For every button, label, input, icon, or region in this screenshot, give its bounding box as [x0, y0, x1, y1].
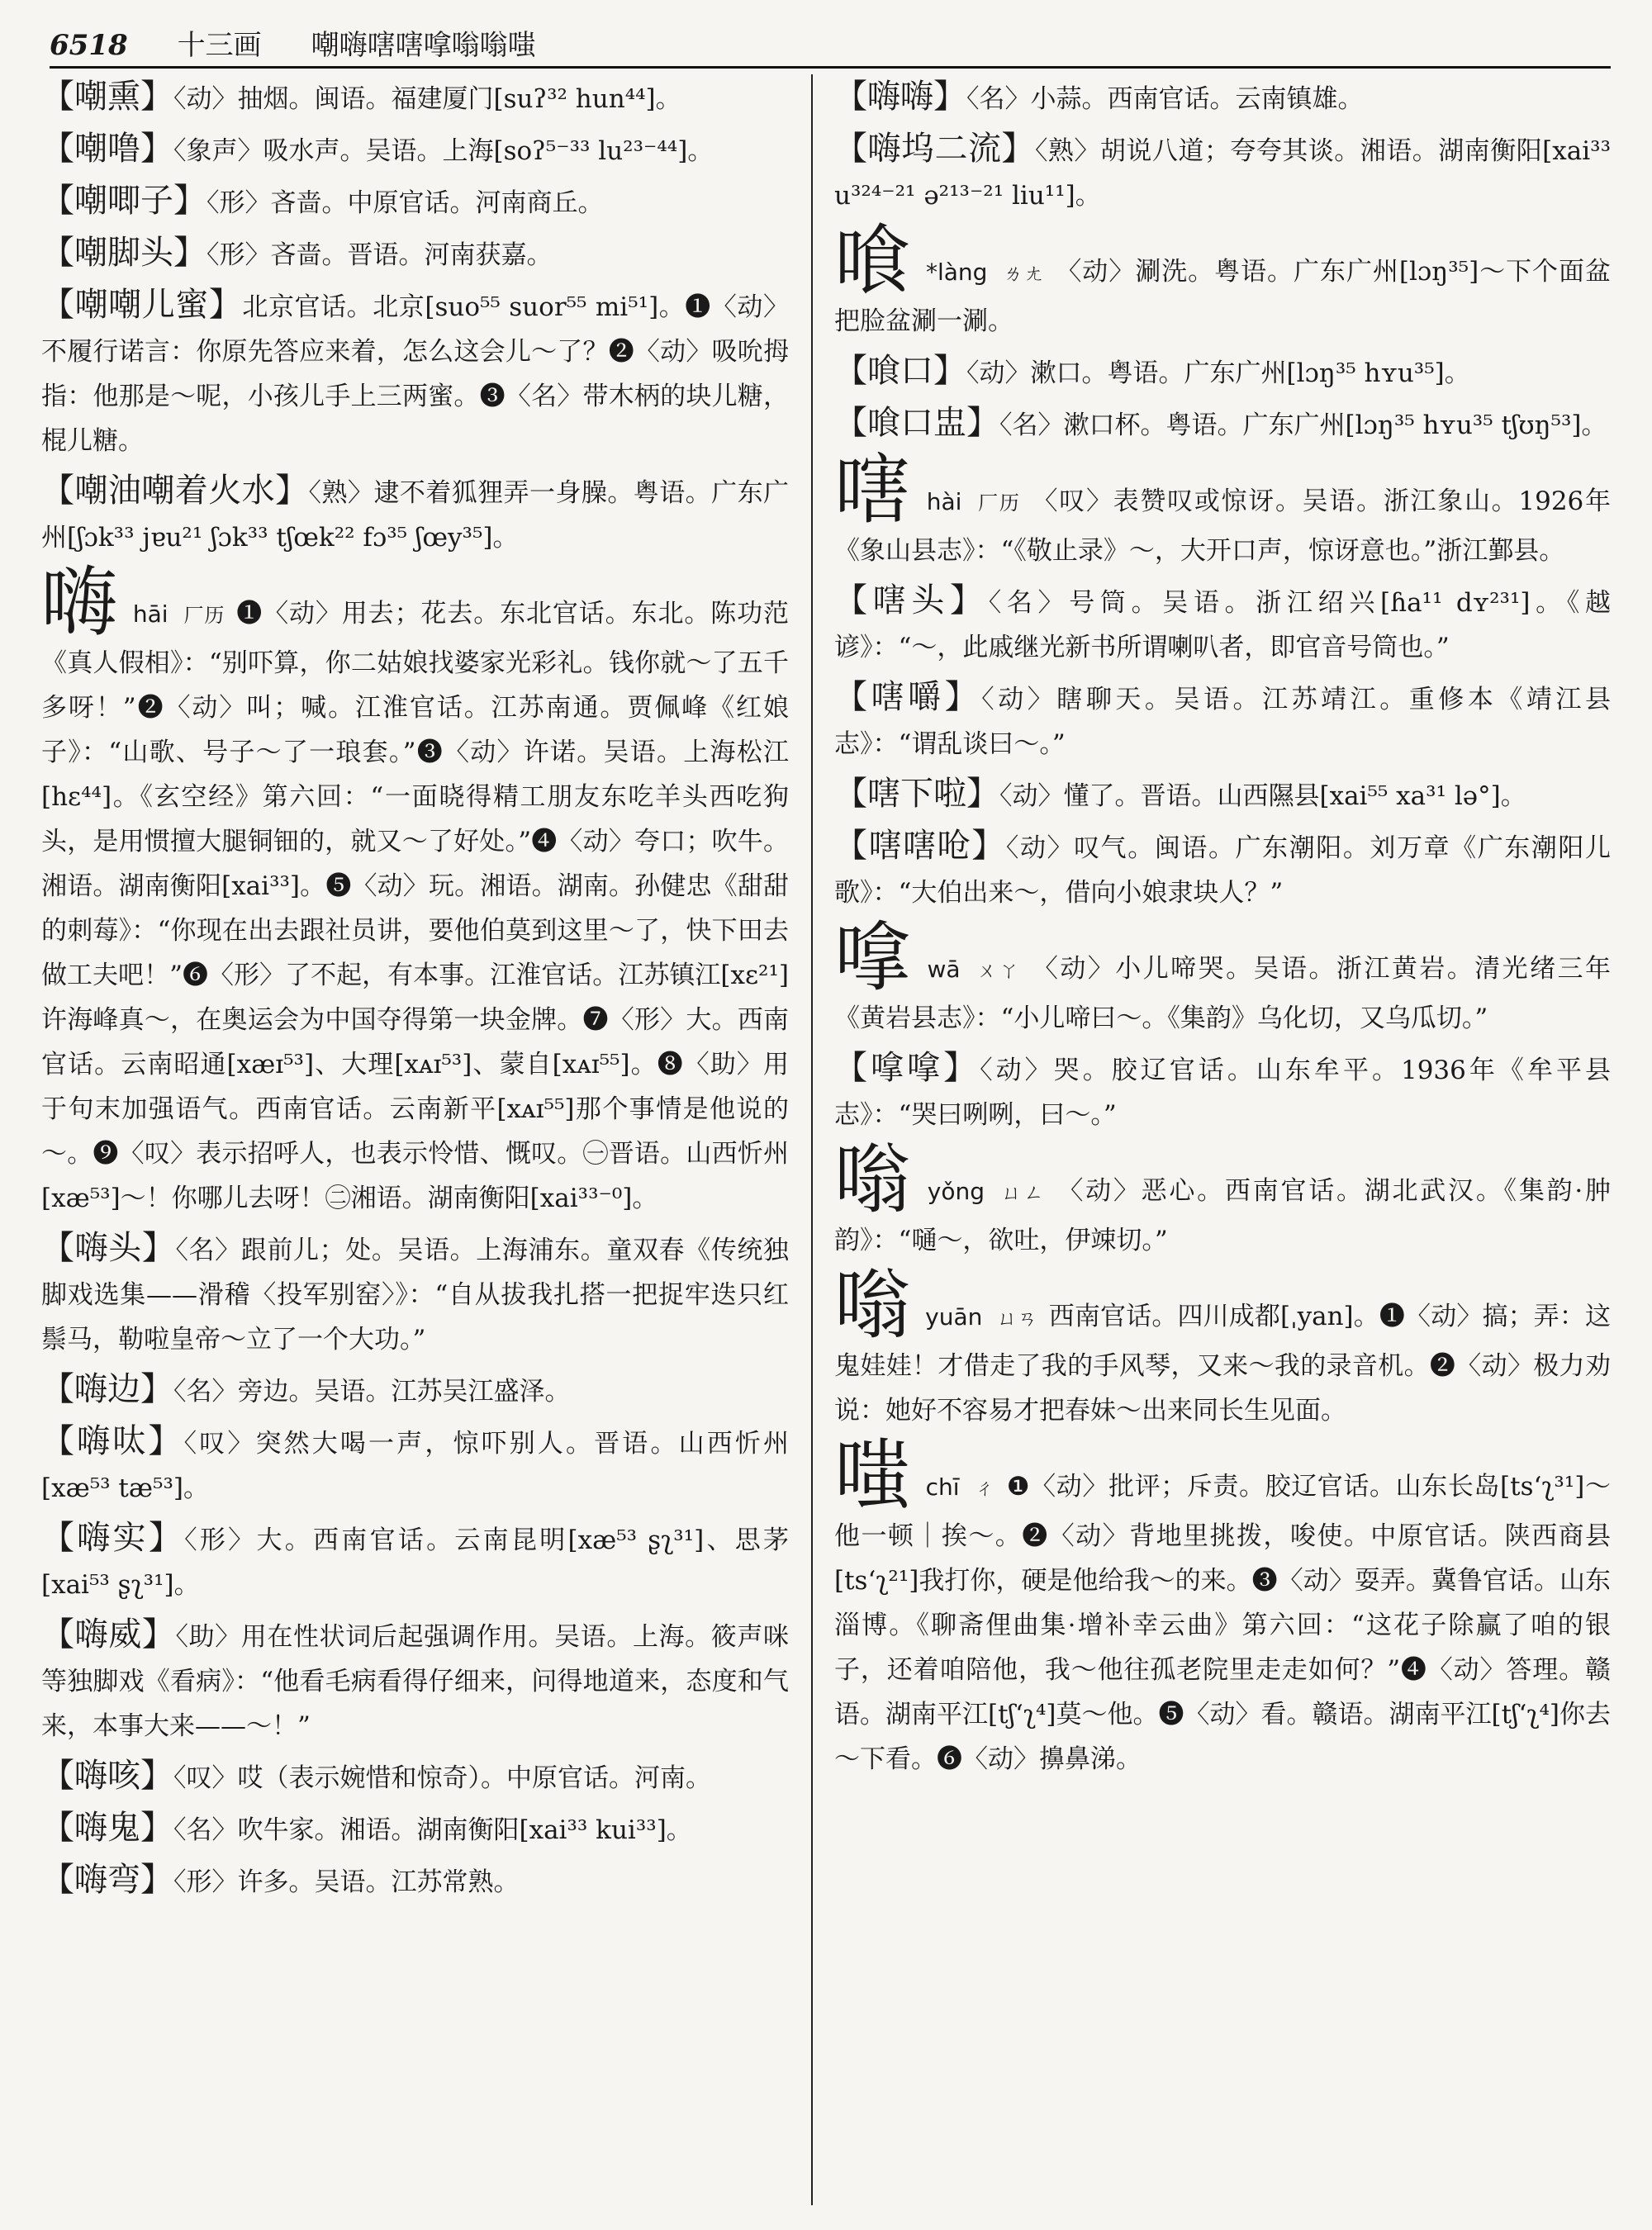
dictionary-entry	[834, 74, 1611, 121]
entry-definition: 〈名〉号筒。吴语。浙江绍兴[ɦa¹¹ dʏ²³¹]。《越谚》：“～，此戚继光新书所谓喇叭者，即官音号筒也。”	[834, 588, 1611, 662]
entry-headword: 【嗨坞二流】	[834, 130, 1035, 168]
dictionary-entry	[41, 1858, 789, 1905]
zhuyin: ㄌㄤ	[1002, 262, 1045, 285]
entry-headword: 【嘲熏】	[41, 78, 173, 116]
entry-headword: 【嗨咳】	[41, 1757, 173, 1795]
main-character: 嗡	[834, 1261, 911, 1350]
dictionary-entry	[41, 1516, 789, 1607]
entry-headword: 【喰口盅】	[834, 404, 999, 442]
entry-definition: 〈熟〉胡说八道；夸夸其谈。湘语。湖南衡阳[xai³³ u³²⁴⁻²¹ ə²¹³⁻²¹ liu¹¹]。	[834, 136, 1611, 211]
entry-definition: 〈叹〉哎（表示婉惜和惊奇）。中原官话。河南。	[173, 1763, 711, 1793]
entry-definition: ❶〈动〉用去；花去。东北官话。东北。陈功范《真人假相》：“别吓算，你二姑娘找婆家光彩礼。钱你就～了五千多呀！”❷〈动〉叫；喊。江淮官话。江苏南通。贾佩峰《红娘子》：“山歌、号子～了一琅套。”❸〈动〉许诺。吴语。上海松江[hɛ⁴⁴]。《玄空经》第六回：“一面晓得精工朋友东吃羊头西吃狗头，是用惯擅大腿铜钿的，就又～了好处。”❹〈动〉夸口；吹牛。湘语。湖南衡阳[xai³³]。❺〈动〉玩。湘语。湖南。孙健忠《甜甜的刺莓》：“你现在出去跟社员讲，要他伯莫到这里～了，快下田去做工夫吧！”❻〈形〉了不起，有本事。江淮官话。江苏镇江[xɛ²¹]许海峰真～，在奥运会为中国夺得第一块金牌。❼〈形〉大。西南官话。云南昭通[xæɪ⁵³]、大理[xᴀɪ⁵³]、蒙自[xᴀɪ⁵⁵]。❽〈助〉用于句末加强语气。西南官话。云南新平[xᴀɪ⁵⁵]那个事情是他说的～。❾〈叹〉表示招呼人，也表示怜惜、慨叹。㊀晋语。山西忻州[xæ⁵³]～！你哪儿去呀！㊁湘语。湖南衡阳[xai³³⁻⁰]。	[41, 599, 789, 1213]
pinyin: yuān	[925, 1303, 983, 1331]
dictionary-entry	[41, 282, 789, 463]
main-character: 嗨	[41, 558, 118, 647]
pinyin: yǒng	[927, 1178, 985, 1205]
entry-definition: 〈助〉用在性状词后起强调作用。吴语。上海。筱声咪等独脚戏《看病》：“他看毛病看得仔细来，问得地道来，态度和气来，本事大来——～！”	[41, 1622, 789, 1741]
entry-definition: 〈形〉吝啬。中原官话。河南商丘。	[206, 188, 604, 218]
dictionary-entry	[834, 823, 1611, 915]
entry-headword: 【嗐头】	[834, 581, 989, 619]
dictionary-entry	[41, 468, 789, 560]
zhuyin: ㄔ	[974, 1477, 995, 1500]
page-header	[50, 18, 1611, 69]
dictionary-entry	[41, 1226, 789, 1362]
entry-definition: 〈动〉漱口。粤语。广东广州[lɔŋ³⁵ hʏu³⁵]。	[966, 358, 1470, 388]
right-column	[834, 74, 1611, 2213]
entry-headword: 【嘲唧子】	[41, 182, 206, 220]
entry-headword: 【嗐嗐呛】	[834, 827, 1006, 865]
header-characters: 嘲嗨嗐嗐嗱嗡嗡嗤	[311, 29, 536, 62]
entry-definition: 〈动〉哭。胶辽官话。山东牟平。1936年《牟平县志》：“哭曰咧咧，曰～。”	[834, 1056, 1611, 1130]
pinyin: *làng	[925, 259, 988, 286]
dictionary-entry	[834, 771, 1611, 818]
entry-headword: 【嗨威】	[41, 1616, 176, 1654]
entry-definition: 〈名〉吹牛家。湘语。湖南衡阳[xai³³ kui³³]。	[173, 1815, 692, 1845]
dictionary-entry	[41, 1419, 789, 1511]
entry-definition: 〈动〉瞎聊天。吴语。江苏靖江。重修本《靖江县志》：“谓乱谈曰～。”	[834, 685, 1611, 759]
entry-headword: 【喰口】	[834, 352, 966, 390]
entry-definition: 〈名〉旁边。吴语。江苏吴江盛泽。	[173, 1377, 571, 1407]
entry-definition: 〈动〉懂了。晋语。山西隰县[xai⁵⁵ xa³¹ lə°]。	[999, 781, 1526, 811]
dictionary-entry	[41, 1612, 789, 1748]
main-character-entry	[834, 446, 1611, 573]
entry-definition: 〈形〉吝啬。晋语。河南获嘉。	[206, 240, 553, 270]
dictionary-entry	[834, 126, 1611, 218]
zhuyin: 厂历	[183, 604, 225, 627]
main-character-entry	[834, 1261, 1611, 1433]
zhuyin: ㄩㄥ	[999, 1181, 1047, 1204]
entry-definition: 〈形〉大。西南官话。云南昆明[xæ⁵³ ʂʅ³¹]、思茅[xai⁵³ ʂʅ³¹]。	[41, 1525, 789, 1600]
entry-headword: 【嗨实】	[41, 1519, 185, 1557]
zhuyin: ㄨㄚ	[975, 959, 1021, 982]
page-number: 6518	[50, 29, 128, 62]
zhuyin: 厂历	[976, 491, 1021, 515]
entry-headword: 【嗨嗨】	[834, 78, 966, 116]
dictionary-entry	[834, 349, 1611, 396]
main-character: 嗤	[834, 1431, 911, 1520]
entry-headword: 【嗨弯】	[41, 1861, 173, 1899]
pinyin: chī	[925, 1473, 960, 1501]
main-character-entry	[41, 558, 789, 1221]
main-character: 嗐	[834, 446, 912, 534]
entry-definition: 〈动〉小儿啼哭。吴语。浙江黄岩。清光绪三年《黄岩县志》：“小儿啼曰～。《集韵》乌化切，又乌瓜切。”	[834, 954, 1611, 1033]
dictionary-entry	[41, 178, 789, 225]
main-character: 嗡	[834, 1136, 913, 1224]
main-character-entry	[834, 1431, 1611, 1782]
entry-headword: 【嗨边】	[41, 1370, 173, 1408]
entry-definition: 〈动〉恶心。西南官话。湖北武汉。《集韵·肿韵》：“嗵～，欲吐，伊竦切。”	[834, 1176, 1611, 1255]
dictionary-entry	[41, 230, 789, 278]
entry-definition: 北京官话。北京[suo⁵⁵ suor⁵⁵ mi⁵¹]。❶〈动〉不履行诺言：你原先答应来着，怎么这会儿～了？❷〈动〉吸吮拇指：他那是～呢，小孩儿手上三两蜜。❸〈名〉带木柄的块儿糖，棍儿糖。	[41, 292, 789, 456]
entry-headword: 【嗨呔】	[41, 1422, 184, 1460]
main-character-entry	[834, 216, 1611, 344]
dictionary-entry	[41, 1367, 789, 1414]
dictionary-entry	[41, 1805, 789, 1853]
zhuyin: ㄩㄢ	[997, 1307, 1037, 1330]
entry-headword: 【嗨头】	[41, 1229, 176, 1267]
pinyin: hài	[926, 488, 962, 515]
entry-headword: 【嗱嗱】	[834, 1049, 980, 1087]
entry-headword: 【嘲噜】	[41, 130, 173, 168]
dictionary-entry	[41, 126, 789, 173]
entry-headword: 【嘲嘲儿蜜】	[41, 286, 243, 324]
entry-definition: 〈动〉抽烟。闽语。福建厦门[suʔ³² hun⁴⁴]。	[173, 84, 681, 114]
dictionary-entry	[834, 578, 1611, 670]
pinyin: hāi	[132, 600, 169, 628]
dictionary-entry	[41, 74, 789, 121]
column-divider	[811, 74, 813, 2205]
left-column	[41, 74, 789, 2213]
entry-headword: 【嗨鬼】	[41, 1809, 173, 1847]
entry-headword: 【嘲脚头】	[41, 234, 206, 272]
entry-definition: ❶〈动〉批评；斥责。胶辽官话。山东长岛[tsʻʅ³¹]～他一顿｜挨～。❷〈动〉背地里挑拨，唆使。中原官话。陕西商县[tsʻʅ²¹]我打你，硬是他给我～的来。❸〈动〉耍弄。冀鲁官话。山东淄博。《聊斋俚曲集·增补幸云曲》第六回：“这花子除赢了咱的银子，还着咱陪他，我～他往孤老院里走走如何？”❹〈动〉答理。赣语。湖南平江[tʃʻʅ⁴]莫～他。❺〈动〉看。赣语。湖南平江[tʃʻʅ⁴]你去～下看。❻〈动〉擤鼻涕。	[834, 1472, 1611, 1774]
dictionary-entry	[834, 675, 1611, 766]
entry-definition: 〈动〉涮洗。粤语。广东广州[lɔŋ³⁵]～下个面盆 把脸盆涮一涮。	[834, 257, 1611, 336]
entry-headword: 【嗐嚼】	[834, 678, 982, 716]
entry-definition: 〈名〉漱口杯。粤语。广东广州[lɔŋ³⁵ hʏu³⁵ tʃʊŋ⁵³]。	[999, 410, 1607, 440]
dictionary-entry	[834, 1046, 1611, 1137]
entry-definition: 〈名〉跟前儿；处。吴语。上海浦东。童双春《传统独脚戏选集——滑稽〈投军别窑〉》：“自从拔我扎搭一把捉牢迭只红鬃马，勒啦皇帝～立了一个大功。”	[41, 1236, 789, 1355]
entry-definition: 〈熟〉逮不着狐狸弄一身臊。粤语。广东广州[ʃɔk³³ jɐu²¹ ʃɔk³³ tʃœk²² fɔ³⁵ ʃœy³⁵]。	[41, 478, 789, 553]
entry-definition: 〈叹〉突然大喝一声，惊吓别人。晋语。山西忻州[xæ⁵³ tæ⁵³]。	[41, 1429, 789, 1503]
main-character: 喰	[834, 216, 911, 305]
dictionary-entry	[834, 401, 1611, 448]
entry-definition: 〈象声〉吸水声。吴语。上海[soʔ⁵⁻³³ lu²³⁻⁴⁴]。	[173, 136, 714, 166]
entry-definition: 〈名〉小蒜。西南官话。云南镇雄。	[966, 84, 1364, 114]
entry-definition: 〈形〉许多。吴语。江苏常熟。	[173, 1867, 520, 1897]
entry-headword: 【嘲油嘲着火水】	[41, 472, 309, 510]
entry-definition: 西南官话。四川成都[ˌyan]。❶〈动〉搞；弄：这鬼娃娃！才借走了我的手风琴，又来～我的录音机。❷〈动〉极力劝说：她好不容易才把春妹～出来同长生见面。	[834, 1302, 1611, 1426]
main-character-entry	[834, 1136, 1611, 1263]
main-character-entry	[834, 913, 1611, 1041]
entry-headword: 【嗐下啦】	[834, 775, 999, 813]
stroke-group: 十三画	[177, 29, 262, 62]
pinyin: wā	[927, 956, 961, 983]
dictionary-entry	[41, 1753, 789, 1801]
main-character: 嗱	[834, 913, 913, 1002]
entry-definition: 〈叹〉表赞叹或惊讶。吴语。浙江象山。1926年《象山县志》：“《敬止录》～，大开口声，惊讶意也。”浙江鄞县。	[834, 486, 1611, 566]
entry-definition: 〈动〉叹气。闽语。广东潮阳。刘万章《广东潮阳儿歌》：“大伯出来～，借向小娘隶块人？”	[834, 833, 1611, 908]
